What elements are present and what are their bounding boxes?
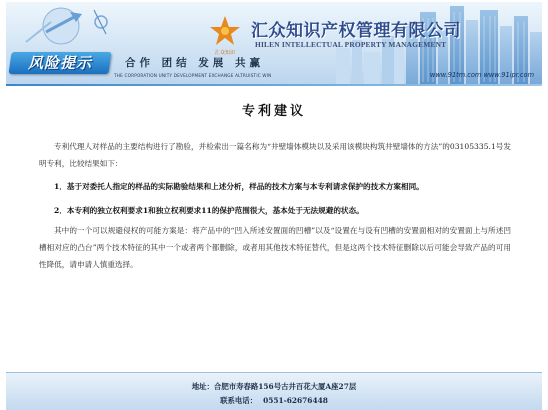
footer-address: 地址：合肥市寿春路156号古井百花大厦A座27层	[191, 382, 357, 391]
intro-paragraph: 专利代理人对样品的主要结构进行了勘验，并检索出一篇名称为“井壁墙体模块以及采用该模块构筑井壁墙体的方法”的03105335.1号发明专利，比较结果如下：	[39, 142, 511, 168]
finding-point-1: 1．基于对委托人指定的样品的实际勘验结果和上述分析，样品的技术方案与本专利请求保护的技术方案相同。	[54, 182, 424, 191]
logo-caption: 汇众知识	[214, 50, 236, 56]
suggestion-paragraph: 其中的一个可以规避侵权的可能方案是：将产品中的“凹入所述安置面的凹槽”以及“设置在与设有凹槽的安置面相对的安置面上与所述凹槽相对应的凸台”两个技术特征的其中一个或者两个都删除，或者用其他技术特征替代，但是这两个技术特征删除以后可能会导致产品的可用性降低，请申请人慎重选择。	[39, 226, 511, 269]
page-footer	[6, 372, 542, 410]
header-divider	[6, 84, 542, 86]
footer-contact	[6, 395, 542, 406]
header-banner	[6, 2, 542, 84]
company-websites: www.91tm.com www.91ipr.com	[429, 71, 534, 79]
footer-phone-label: 联系电话：	[220, 396, 258, 405]
company-name-english: HILEN INTELLECTUAL PROPERTY MANAGEMENT	[255, 40, 447, 49]
document-body	[39, 138, 511, 273]
company-slogan-english: THE CORPORATION UNITY DEVELOPMENT EXCHANGE ALTRUISTIC WIN	[114, 73, 272, 78]
company-name-chinese: 汇众知识产权管理有限公司	[251, 21, 461, 41]
document-title: 专利建议	[241, 104, 306, 119]
finding-point-2: 2．本专利的独立权利要求1和独立权利要求11的保护范围很大，基本处于无法规避的状态。	[54, 206, 364, 215]
risk-notice-badge	[8, 52, 111, 74]
company-logo	[203, 14, 247, 56]
risk-notice-label: 风险提示	[27, 54, 92, 72]
footer-phone-number: 0551-62676448	[263, 396, 328, 405]
company-slogan: 合作 团结 发展 共赢	[125, 57, 264, 69]
